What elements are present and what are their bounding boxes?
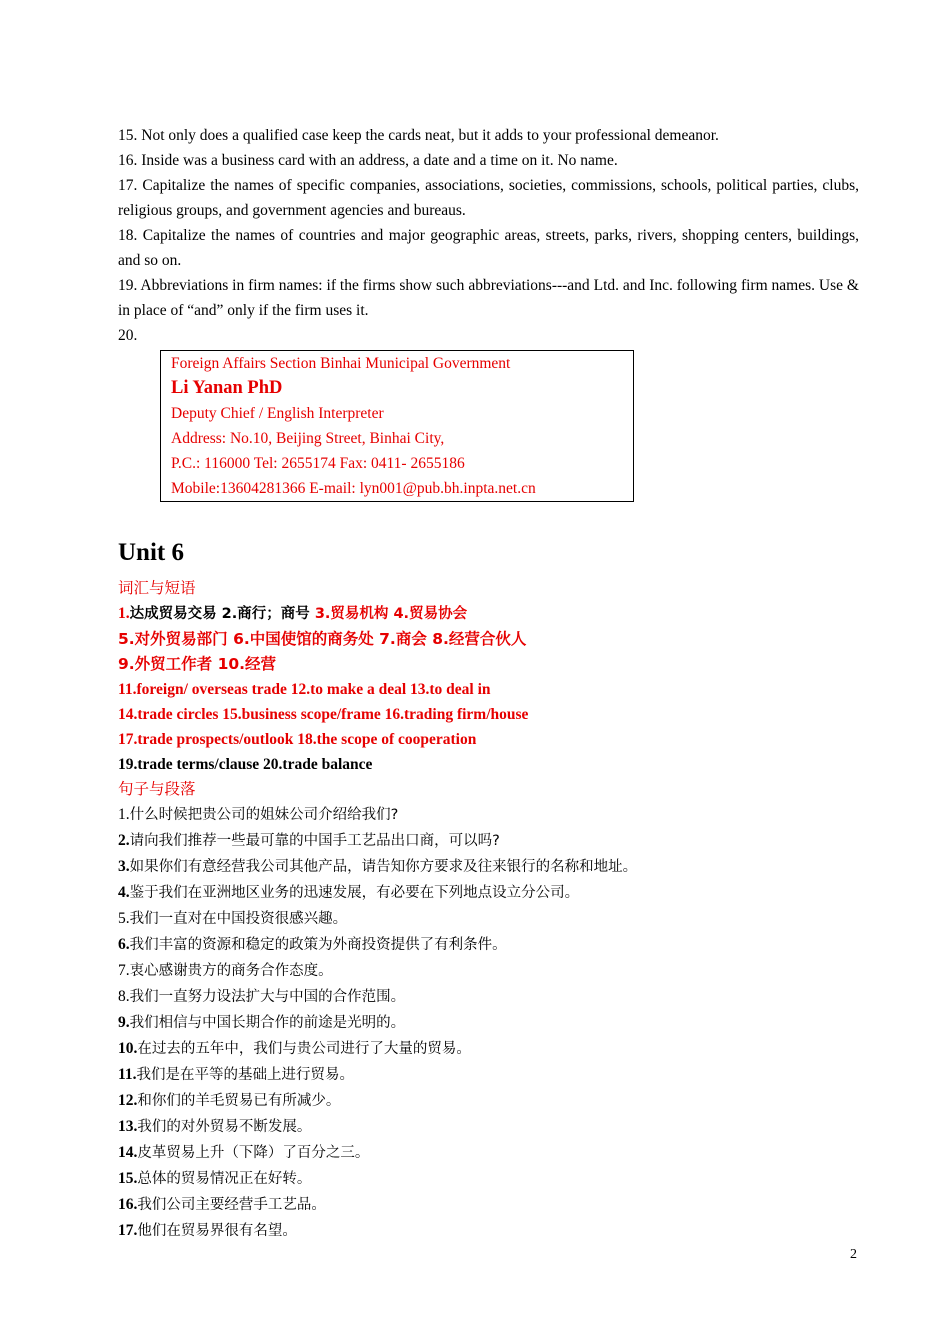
sentence-number: 8.	[118, 988, 130, 1005]
page-number: 2	[850, 1247, 857, 1262]
sentence-text: 我们丰富的资源和稳定的政策为外商投资提供了有利条件。	[129, 937, 507, 953]
sentence-list	[118, 802, 859, 1244]
vocab-text-1b: 3.贸易机构 4.贸易协会	[314, 606, 468, 622]
vocab-line-7: 19.trade terms/clause 20.trade balance	[118, 756, 373, 773]
sentence-item	[118, 828, 859, 854]
sentence-text: 鉴于我们在亚洲地区业务的迅速发展，有必要在下列地点设立分公司。	[129, 885, 580, 901]
card-title: Deputy Chief / English Interpreter	[171, 405, 384, 422]
sentence-text: 衷心感谢贵方的商务合作态度。	[129, 963, 333, 979]
unit-title: Unit 6	[118, 539, 184, 566]
sentence-number: 3.	[118, 858, 130, 875]
sentence-item	[118, 1036, 859, 1062]
card-organization: Foreign Affairs Section Binhai Municipal Government	[171, 355, 511, 372]
business-card	[160, 350, 634, 502]
vocab-text-1a: 达成贸易交易 2.商行；商号	[129, 606, 315, 622]
sentence-text: 我们相信与中国长期合作的前途是光明的。	[129, 1015, 406, 1031]
sentence-item	[118, 1192, 859, 1218]
sentence-heading: 句子与段落	[118, 780, 196, 798]
sentence-text: 总体的贸易情况正在好转。	[137, 1171, 312, 1187]
vocab-num-1: 1.	[118, 605, 130, 622]
sentence-text: 在过去的五年中，我们与贵公司进行了大量的贸易。	[137, 1041, 471, 1057]
paragraph-18: 18. Capitalize the names of countries and major geographic areas, streets, parks, rivers, shopping centers, buildings, and so on.	[118, 227, 859, 269]
paragraph-20: 20.	[118, 327, 138, 344]
sentence-item	[118, 1010, 859, 1036]
sentence-item	[118, 1218, 859, 1244]
card-mobile-email: Mobile:13604281366 E-mail: lyn001@pub.bh.inpta.net.cn	[171, 480, 536, 497]
card-name: Li Yanan PhD	[171, 378, 283, 398]
sentence-text: 如果你们有意经营我公司其他产品，请告知你方要求及往来银行的名称和地址。	[129, 859, 638, 875]
sentence-number: 2.	[118, 832, 130, 849]
sentence-text: 他们在贸易界很有名望。	[137, 1223, 297, 1239]
card-address: Address: No.10, Beijing Street, Binhai City,	[171, 430, 445, 447]
sentence-number: 12.	[118, 1092, 138, 1109]
sentence-item	[118, 984, 859, 1010]
sentence-number: 15.	[118, 1170, 138, 1187]
document-body	[118, 123, 859, 1244]
vocab-line-2: 5.对外贸易部门 6.中国使馆的商务处 7.商会 8.经营合伙人	[118, 630, 527, 648]
sentence-text: 我们是在平等的基础上进行贸易。	[136, 1067, 355, 1083]
sentence-number: 17.	[118, 1222, 138, 1239]
sentence-text: 什么时候把贵公司的姐妹公司介绍给我们?	[129, 807, 399, 823]
paragraph-16: 16. Inside was a business card with an address, a date and a time on it. No name.	[118, 152, 618, 169]
sentence-item	[118, 1166, 859, 1192]
sentence-item	[118, 880, 859, 906]
sentence-item	[118, 1062, 859, 1088]
sentence-item	[118, 854, 859, 880]
card-phone: P.C.: 116000 Tel: 2655174 Fax: 0411- 2655186	[171, 455, 465, 472]
sentence-item	[118, 802, 859, 828]
vocab-line-3: 9.外贸工作者 10.经营	[118, 655, 277, 673]
sentence-text: 和你们的羊毛贸易已有所减少。	[137, 1093, 341, 1109]
vocab-line-6: 17.trade prospects/outlook 18.the scope of cooperation	[118, 731, 477, 748]
sentence-item	[118, 1140, 859, 1166]
vocab-line-1	[118, 601, 859, 627]
vocab-line-5: 14.trade circles 15.business scope/frame 16.trading firm/house	[118, 706, 529, 723]
paragraph-19: 19. Abbreviations in firm names: if the firms show such abbreviations---and Ltd. and Inc. following firm names. Use & in place of “and” only if the firm uses it.	[118, 277, 859, 319]
sentence-text: 请向我们推荐一些最可靠的中国手工艺品出口商，可以吗?	[129, 833, 500, 849]
sentence-text: 皮革贸易上升（下降）了百分之三。	[137, 1145, 370, 1161]
sentence-number: 4.	[118, 884, 130, 901]
sentence-text: 我们一直对在中国投资很感兴趣。	[129, 911, 348, 927]
paragraph-17: 17. Capitalize the names of specific companies, associations, societies, commissions, schools, political parties, clubs, religious groups, and government agencies and bureaus.	[118, 177, 859, 219]
sentence-item	[118, 906, 859, 932]
sentence-number: 1.	[118, 806, 130, 823]
sentence-text: 我们的对外贸易不断发展。	[137, 1119, 312, 1135]
sentence-number: 6.	[118, 936, 130, 953]
sentence-number: 11.	[118, 1066, 137, 1083]
sentence-item	[118, 958, 859, 984]
sentence-number: 16.	[118, 1196, 138, 1213]
sentence-number: 10.	[118, 1040, 138, 1057]
paragraph-15: 15. Not only does a qualified case keep the cards neat, but it adds to your professional demeanor.	[118, 127, 719, 144]
sentence-item	[118, 1088, 859, 1114]
vocab-heading: 词汇与短语	[118, 579, 196, 597]
sentence-number: 9.	[118, 1014, 130, 1031]
sentence-number: 7.	[118, 962, 130, 979]
sentence-text: 我们一直努力设法扩大与中国的合作范围。	[129, 989, 406, 1005]
sentence-text: 我们公司主要经营手工艺品。	[137, 1197, 326, 1213]
sentence-number: 13.	[118, 1118, 138, 1135]
sentence-number: 14.	[118, 1144, 138, 1161]
sentence-item	[118, 1114, 859, 1140]
sentence-number: 5.	[118, 910, 130, 927]
vocab-line-4: 11.foreign/ overseas trade 12.to make a deal 13.to deal in	[118, 681, 491, 698]
sentence-item	[118, 932, 859, 958]
